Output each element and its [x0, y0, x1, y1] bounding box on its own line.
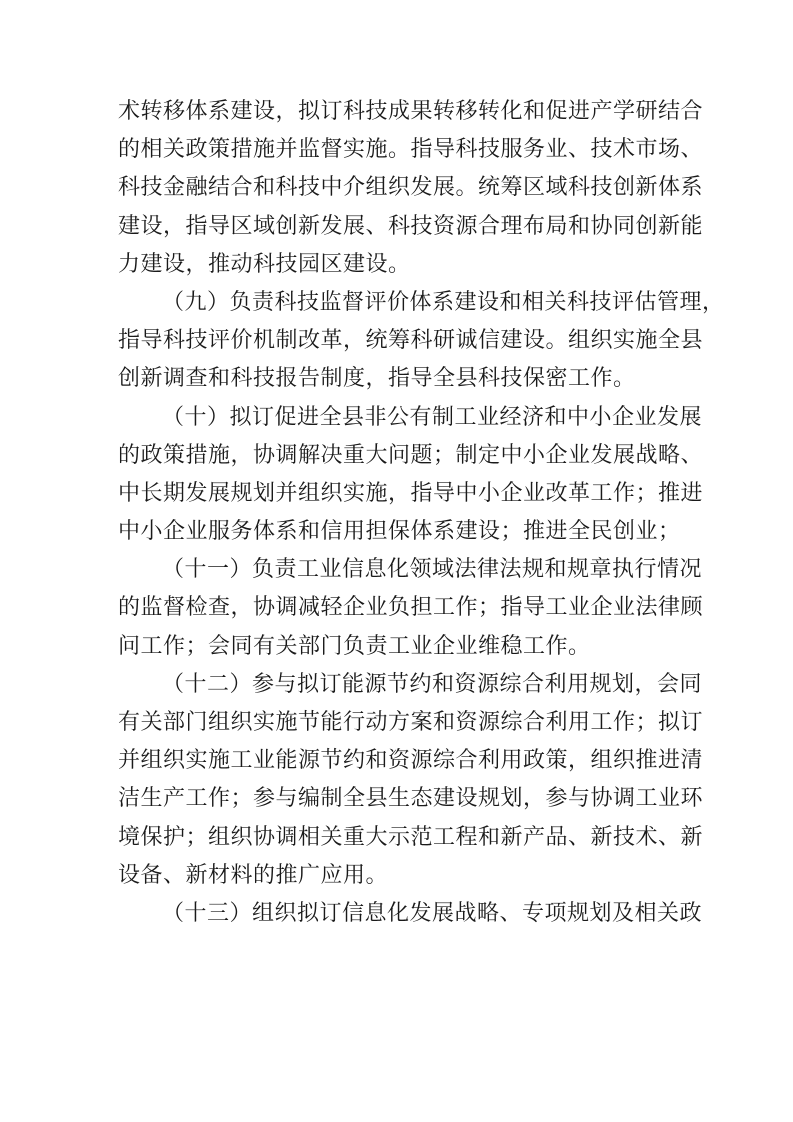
paragraph-first-line: （九）负责科技监督评价体系建设和相关科技评估管理， [162, 289, 725, 315]
paragraph-first-line: （十）拟订促进全县非公有制工业经济和中小企业发展 [162, 404, 703, 430]
paragraph-line: 科技金融结合和科技中介组织发展。统筹区域科技创新体系 [118, 175, 704, 201]
paragraph-line: 术转移体系建设，拟订科技成果转移转化和促进产学研结合 [118, 99, 704, 124]
paragraph-line: 建设，指导区域创新发展、科技资源合理布局和协同创新能 [118, 213, 704, 239]
paragraph-line: 问工作；会同有关部门负责工业企业维稳工作。 [118, 633, 591, 659]
body-text [118, 93, 725, 933]
paragraph-line: 的监督检查，协调减轻企业负担工作；指导工业企业法律顾 [118, 595, 704, 621]
paragraph-first-line: （十二）参与拟订能源节约和资源综合利用规划，会同 [162, 671, 703, 697]
paragraph-line: 力建设，推动科技园区建设。 [118, 251, 411, 277]
paragraph-line: 洁生产工作；参与编制全县生态建设规划，参与协调工业环 [118, 786, 704, 812]
paragraph-first-line: （十三）组织拟订信息化发展战略、专项规划及相关政 [162, 900, 703, 926]
paragraph-line: 的相关政策措施并监督实施。指导科技服务业、技术市场、 [118, 137, 704, 163]
paragraph-line: 设备、新材料的推广应用。 [118, 862, 389, 888]
paragraph-line: 并组织实施工业能源节约和资源综合利用政策，组织推进清 [118, 748, 704, 774]
paragraph-line: 中长期发展规划并组织实施，指导中小企业改革工作；推进 [118, 480, 704, 506]
paragraph-line: 指导科技评价机制改革，统筹科研诚信建设。组织实施全县 [118, 328, 704, 354]
paragraph-line: 境保护；组织协调相关重大示范工程和新产品、新技术、新 [118, 824, 704, 850]
paragraph-first-line: （十一）负责工业信息化领域法律法规和规章执行情况 [162, 557, 703, 583]
paragraph-line: 有关部门组织实施节能行动方案和资源综合利用工作；拟订 [118, 710, 704, 735]
paragraph-line: 创新调查和科技报告制度，指导全县科技保密工作。 [118, 366, 636, 392]
paragraph-line: 的政策措施，协调解决重大问题；制定中小企业发展战略、 [118, 442, 704, 468]
paragraph-line: 中小企业服务体系和信用担保体系建设；推进全民创业； [118, 519, 681, 545]
